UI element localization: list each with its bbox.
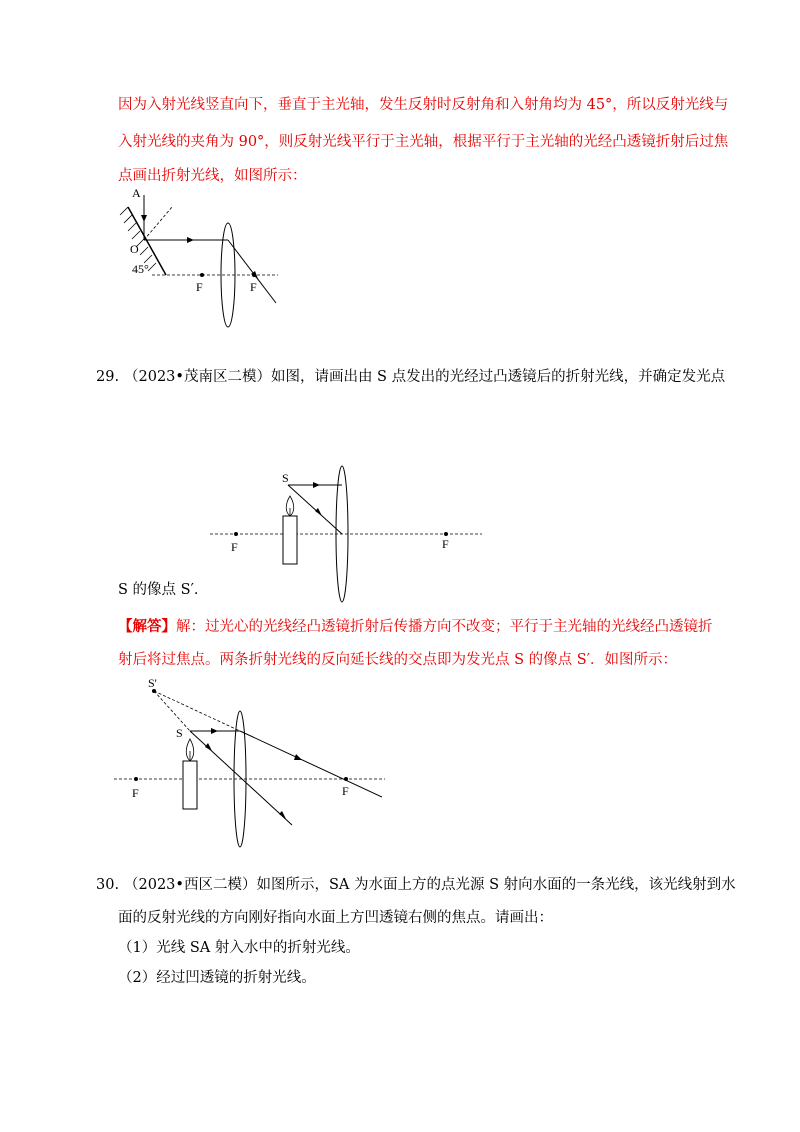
- label-f1: F: [132, 786, 139, 800]
- q29-answer-line-1: [118, 617, 713, 637]
- label-s: S: [282, 471, 289, 485]
- q28-answer-line-3: 点画出折射光线，如图所示：: [118, 168, 307, 184]
- label-s: S: [176, 726, 183, 740]
- label-a: A: [132, 186, 141, 200]
- q29-answer-figure: [110, 675, 395, 865]
- label-f1: F: [196, 280, 203, 294]
- q29-question-line-1: （2023•茂南区二模）如图，请画出由 S 点发出的光经过凸透镜后的折射光线，并确定发光点: [124, 369, 726, 385]
- q29-answer-line-2: 射后将过焦点。两条折射光线的反向延长线的交点即为发光点 S 的像点 S′．如图所示：: [118, 652, 677, 668]
- label-f2: F: [442, 537, 449, 551]
- q29-figure: [200, 460, 490, 595]
- answer-tag: 【解答】: [118, 618, 176, 635]
- answer-line-1-rest: 解：过光心的光线经凸透镜折射后传播方向不改变；平行于主光轴的光线经凸透镜折: [176, 619, 713, 635]
- q28-answer-line-2: 入射光线的夹角为 90°，则反射光线平行于主光轴，根据平行于主光轴的光经凸透镜折射后过焦: [118, 134, 729, 150]
- q29-question-line-2: S 的像点 S′．: [118, 582, 209, 598]
- label-f2: F: [250, 280, 257, 294]
- label-f2: F: [342, 784, 349, 798]
- q28-answer-line-1: 因为入射光线竖直向下，垂直于主光轴，发生反射时反射角和入射角均为 45°，所以反射光线与: [118, 97, 729, 113]
- label-o: O: [130, 242, 139, 256]
- q30-sub-question-2: （2）经过凹透镜的折射光线。: [118, 970, 316, 986]
- label-f1: F: [231, 540, 238, 554]
- label-angle: 45°: [132, 262, 149, 276]
- q30-sub-question-1: （1）光线 SA 射入水中的折射光线。: [118, 940, 360, 956]
- q30-question-line-1: （2023•西区二模）如图所示，SA 为水面上方的点光源 S 射向水面的一条光线，该光线射到水: [124, 877, 736, 893]
- q28-figure: [110, 185, 290, 335]
- q30-question-line-2: 面的反射光线的方向刚好指向水面上方凹透镜右侧的焦点。请画出：: [118, 910, 553, 926]
- q30-number: 30.: [96, 877, 120, 893]
- q29-number: 29.: [96, 369, 120, 385]
- label-s-prime: S': [148, 676, 157, 690]
